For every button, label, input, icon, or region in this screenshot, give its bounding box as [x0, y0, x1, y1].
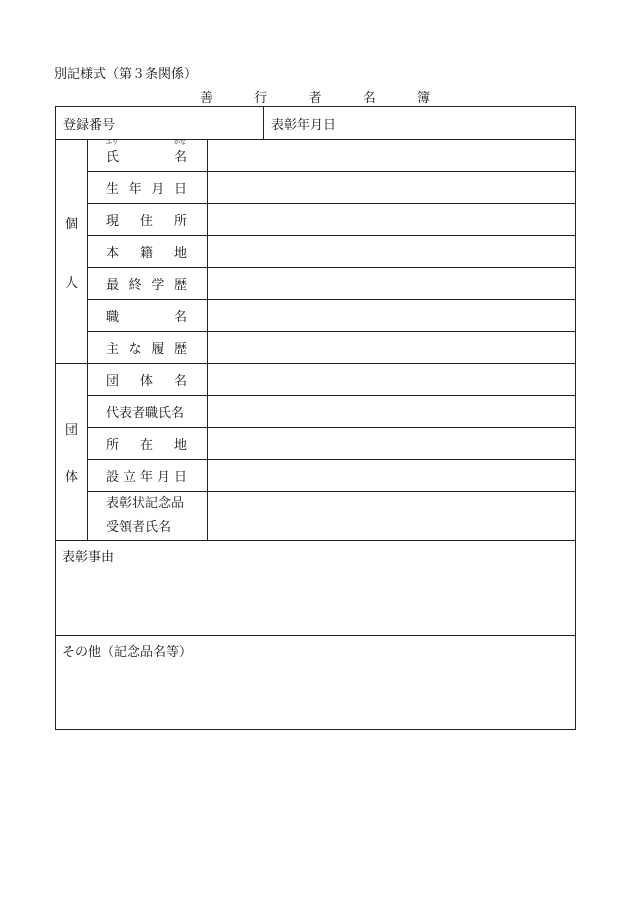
occupation-value-cell[interactable] [208, 300, 576, 332]
name-value-cell[interactable] [208, 140, 576, 172]
individual-name-row [56, 140, 576, 172]
reason-label: 表彰事由 [62, 550, 115, 565]
other-row [56, 636, 576, 730]
reason-row [56, 541, 576, 636]
title-char: 善 [200, 91, 214, 106]
org-name-row [56, 364, 576, 396]
form-caption: 別記様式（第３条関係） [54, 67, 198, 82]
award-recipient-value-cell[interactable] [208, 492, 576, 541]
award-recipient-label: 表彰状記念品 受領者氏名 [88, 492, 208, 541]
domicile-row [56, 236, 576, 268]
org-location-value-cell[interactable] [208, 428, 576, 460]
registry-form-table [55, 106, 576, 730]
form-title [200, 87, 430, 106]
organization-group-label: 団 体 [56, 364, 88, 541]
founding-date-row [56, 460, 576, 492]
org-location-row [56, 428, 576, 460]
education-row [56, 268, 576, 300]
registration-number-label: 登録番号 [63, 117, 116, 133]
registration-number-cell[interactable] [56, 107, 264, 140]
furigana-label: がな [173, 139, 186, 146]
career-value-cell[interactable] [208, 332, 576, 364]
birthdate-row [56, 172, 576, 204]
header-row [56, 107, 576, 140]
address-label: 現 住 所 [88, 204, 208, 236]
award-recipient-row [56, 492, 576, 541]
domicile-label: 本 籍 地 [88, 236, 208, 268]
career-row [56, 332, 576, 364]
name-label: ふり 氏 がな 名 [88, 140, 208, 172]
address-value-cell[interactable] [208, 204, 576, 236]
reason-cell[interactable] [56, 541, 576, 636]
other-cell[interactable] [56, 636, 576, 730]
birthdate-label: 生 年 月 日 [88, 172, 208, 204]
title-char: 者 [308, 91, 322, 106]
founding-date-value-cell[interactable] [208, 460, 576, 492]
other-label: その他（記念品名等） [62, 645, 193, 660]
domicile-value-cell[interactable] [208, 236, 576, 268]
founding-date-label: 設 立 年 月 日 [88, 460, 208, 492]
individual-group-label: 個 人 [56, 140, 88, 364]
award-date-cell[interactable] [264, 107, 576, 140]
representative-row [56, 396, 576, 428]
title-char: 行 [254, 91, 268, 106]
title-char: 簿 [416, 91, 430, 106]
address-row [56, 204, 576, 236]
education-label: 最 終 学 歴 [88, 268, 208, 300]
org-name-label: 団 体 名 [88, 364, 208, 396]
award-date-label: 表彰年月日 [271, 117, 337, 133]
org-location-label: 所 在 地 [88, 428, 208, 460]
occupation-row [56, 300, 576, 332]
furigana-label: ふり [106, 139, 119, 146]
career-label: 主 な 履 歴 [88, 332, 208, 364]
representative-label: 代表者職氏名 [88, 396, 208, 428]
org-name-value-cell[interactable] [208, 364, 576, 396]
representative-value-cell[interactable] [208, 396, 576, 428]
occupation-label: 職 名 [88, 300, 208, 332]
birthdate-value-cell[interactable] [208, 172, 576, 204]
title-char: 名 [362, 91, 376, 106]
education-value-cell[interactable] [208, 268, 576, 300]
